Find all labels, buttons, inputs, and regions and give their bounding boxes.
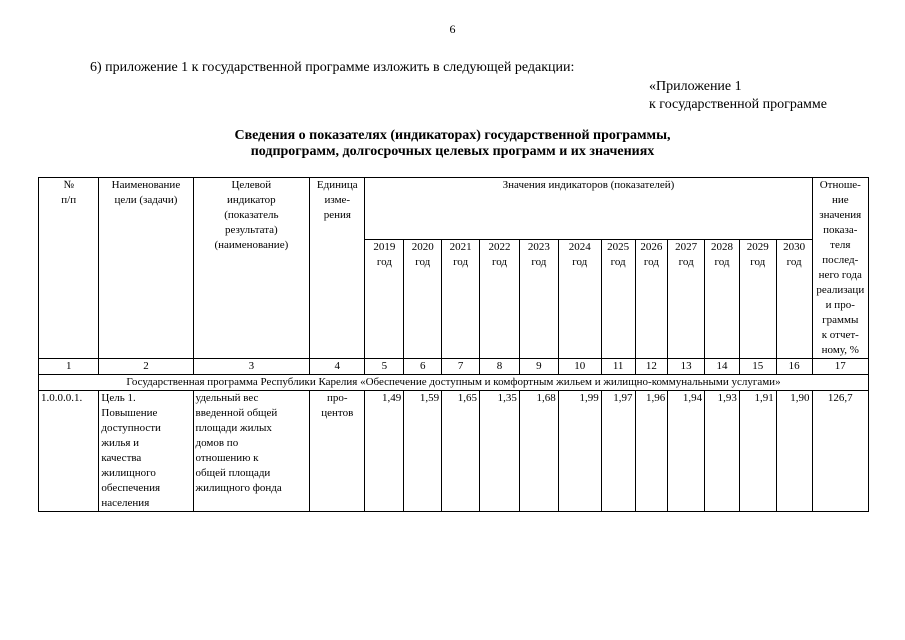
header-goal-name-line: Наименование (111, 179, 181, 191)
column-number: 17 (812, 359, 868, 375)
row-unit-lines (312, 391, 362, 421)
header-goal-name (99, 178, 193, 359)
row-ratio: 126,7 (812, 391, 868, 512)
column-number: 14 (705, 359, 740, 375)
column-number: 15 (739, 359, 776, 375)
row-indicator-line: общей площади (195, 467, 271, 479)
header-goal-name-line: цели (задачи) (114, 194, 178, 206)
row-unit (310, 391, 365, 512)
column-number: 3 (193, 359, 310, 375)
appendix-note (649, 78, 827, 114)
program-name: Государственная программа Республики Карелия «Обеспечение доступным и комфортным жильем и жилищно-коммунальными услугами» (39, 375, 869, 391)
header-year-2020 (404, 239, 442, 358)
header-values-group: Значения индикаторов (показателей) (365, 178, 812, 240)
row-num: 1.0.0.0.1. (39, 391, 99, 512)
header-year-label: год (453, 255, 469, 268)
row-indicator-lines (196, 391, 308, 496)
page-number: 6 (449, 22, 456, 36)
header-target-indicator-line: Целевой (231, 179, 272, 191)
row-value-2023: 1,68 (519, 391, 558, 512)
column-number: 9 (519, 359, 558, 375)
row-value-2027: 1,94 (668, 391, 705, 512)
header-year-label: год (786, 255, 802, 268)
header-year-label: год (376, 255, 392, 268)
column-number: 11 (601, 359, 635, 375)
row-value-2025: 1,97 (601, 391, 635, 512)
row-value-2020: 1,59 (404, 391, 442, 512)
column-number: 5 (365, 359, 404, 375)
row-goal-line: населения (101, 497, 150, 509)
row-unit-line: про- (327, 392, 348, 404)
row-value-2029: 1,91 (739, 391, 776, 512)
column-number: 10 (558, 359, 601, 375)
row-indicator-line: введенной общей (195, 407, 278, 419)
row-unit-line: центов (321, 407, 354, 419)
header-ratio-line: него года (818, 269, 862, 281)
header-year-label: 2025 (607, 240, 630, 253)
header-year-2029 (739, 239, 776, 358)
row-value-2030: 1,90 (776, 391, 812, 512)
header-year-2019 (365, 239, 404, 358)
header-year-label: год (610, 255, 626, 268)
document-title-line-1: Сведения о показателях (индикаторах) государственной программы, (234, 128, 671, 143)
row-goal-line: Цель 1. (101, 392, 136, 404)
header-ratio-lines (815, 178, 866, 358)
row-goal (99, 391, 193, 512)
header-year-label: 2026 (640, 240, 663, 253)
row-indicator-line: удельный вес (195, 392, 259, 404)
header-num (39, 178, 99, 359)
header-target-indicator-line: результата) (224, 224, 278, 236)
column-number: 4 (310, 359, 365, 375)
header-unit-line: Единица (316, 179, 358, 191)
header-year-label: год (678, 255, 694, 268)
header-ratio-line: теля (830, 239, 851, 251)
header-goal-name-lines (101, 178, 190, 208)
row-goal-lines (101, 391, 190, 511)
row-value-2019: 1,49 (365, 391, 404, 512)
header-year-label: 2024 (568, 240, 591, 253)
header-ratio (812, 178, 868, 359)
header-year-2024 (558, 239, 601, 358)
row-value-2021: 1,65 (442, 391, 480, 512)
column-number: 13 (668, 359, 705, 375)
header-year-label: 2022 (488, 240, 511, 253)
row-indicator-line: домов по (195, 437, 239, 449)
header-target-indicator (193, 178, 310, 359)
header-year-label: 2027 (675, 240, 698, 253)
column-number: 7 (442, 359, 480, 375)
header-year-label: год (750, 255, 766, 268)
header-ratio-line: граммы (822, 314, 859, 326)
program-row (39, 375, 869, 391)
intro-text: 6) приложение 1 к государственной программе изложить в следующей редакции: (90, 60, 575, 75)
header-year-2022 (480, 239, 520, 358)
header-unit-line: изме- (324, 194, 351, 206)
header-year-label: 2030 (783, 240, 806, 253)
header-year-2027 (668, 239, 705, 358)
header-year-label: год (491, 255, 507, 268)
header-target-indicator-line: индикатор (226, 194, 276, 206)
row-value-2028: 1,93 (705, 391, 740, 512)
header-num-line: № (63, 179, 74, 191)
header-unit-lines (312, 178, 362, 223)
row-indicator-line: отношению к (195, 452, 259, 464)
header-year-label: 2028 (710, 240, 733, 253)
header-ratio-line: реализаци (816, 284, 865, 296)
header-year-2028 (705, 239, 740, 358)
header-year-label: 2023 (527, 240, 550, 253)
column-number: 12 (635, 359, 668, 375)
column-number: 6 (404, 359, 442, 375)
header-year-2026 (635, 239, 668, 358)
row-goal-line: жилищного (101, 467, 156, 479)
appendix-note-line-1: «Приложение 1 (649, 79, 742, 94)
header-ratio-line: показа- (823, 224, 858, 236)
header-year-label: 2019 (373, 240, 396, 253)
row-goal-line: качества (101, 452, 142, 464)
row-indicator (193, 391, 310, 512)
header-year-label: год (415, 255, 431, 268)
header-num-lines (41, 178, 96, 208)
document-title (0, 128, 905, 160)
column-numbers-row (39, 359, 869, 375)
header-year-label: 2020 (411, 240, 434, 253)
header-ratio-line: и про- (825, 299, 855, 311)
header-unit (310, 178, 365, 359)
header-target-indicator-line: (показатель (224, 209, 279, 221)
table-row (39, 391, 869, 512)
header-ratio-line: послед- (822, 254, 859, 266)
row-goal-line: Повышение (101, 407, 158, 419)
header-year-2025 (601, 239, 635, 358)
row-goal-line: обеспечения (101, 482, 161, 494)
row-goal-line: доступности (101, 422, 161, 434)
header-year-label: 2021 (449, 240, 472, 253)
header-ratio-line: к отчет- (821, 329, 859, 341)
header-year-2023 (519, 239, 558, 358)
header-ratio-line: ному, % (821, 344, 859, 356)
row-indicator-line: жилищного фонда (195, 482, 282, 494)
header-ratio-line: Отноше- (819, 179, 861, 191)
indicators-table (38, 177, 869, 512)
header-ratio-line: значения (819, 209, 862, 221)
header-year-2021 (442, 239, 480, 358)
row-value-2026: 1,96 (635, 391, 668, 512)
header-year-2030 (776, 239, 812, 358)
row-indicator-line: площади жилых (195, 422, 272, 434)
header-ratio-line: ние (831, 194, 849, 206)
row-goal-line: жилья и (101, 437, 140, 449)
column-number: 1 (39, 359, 99, 375)
column-number: 16 (776, 359, 812, 375)
header-num-line: п/п (61, 194, 77, 206)
header-target-indicator-line: (наименование) (214, 239, 289, 251)
header-year-label: год (531, 255, 547, 268)
header-target-indicator-lines (196, 178, 308, 253)
column-number: 8 (480, 359, 520, 375)
document-title-line-2: подпрограмм, долгосрочных целевых программ и их значениях (250, 144, 655, 159)
row-value-2024: 1,99 (558, 391, 601, 512)
row-value-2022: 1,35 (480, 391, 520, 512)
header-year-label: год (643, 255, 659, 268)
header-year-label: 2029 (746, 240, 769, 253)
header-year-label: год (714, 255, 730, 268)
header-unit-line: рения (323, 209, 351, 221)
header-year-label: год (572, 255, 588, 268)
column-number: 2 (99, 359, 193, 375)
appendix-note-line-2: к государственной программе (649, 97, 827, 112)
